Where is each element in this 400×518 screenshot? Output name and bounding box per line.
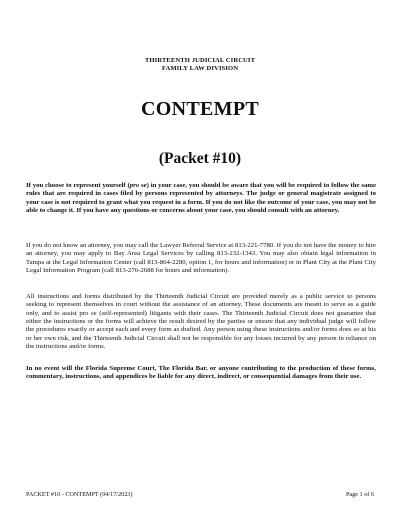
packet-number: (Packet #10) bbox=[158, 150, 242, 167]
warning-text-end: ) in your case, you should be aware that you will be required to follow the same rules that are required in cases filed by persons represented by attorneys. The judge or general magistrate assigned to your case is not required to grant what you request in a form. If you do not like the outcome of your case, you may not be able to change it. If you have any questions or concerns about your case, you should consult with an attorney. bbox=[26, 182, 376, 215]
court-name: THIRTEENTH JUDICIAL CIRCUIT bbox=[144, 57, 256, 64]
pro-se-warning bbox=[26, 182, 376, 215]
footer-packet-label: PACKET #10 - CONTEMPT (04/17/2023) bbox=[26, 491, 133, 498]
attorney-referral-info: If you do not know an attorney, you may call the Lawyer Referral Service at 813-221-7780. If you do not have the money to hire an attorney, you may apply to Bay Area Legal Services by calling 813-232-1343. You may also obtain legal information in Tampa at the Legal Information Center (call 813-864-2280, option 1, for hours and information) or in Plant City at the Plant City Legal Information Program (call 813-276-2688 for hours and information). bbox=[26, 242, 376, 275]
warning-italic-term: pro se bbox=[129, 182, 147, 189]
warning-text-start: If you choose to represent yourself ( bbox=[26, 182, 130, 189]
footer-page-number: Page 1 of 6 bbox=[345, 491, 374, 498]
division-name: FAMILY LAW DIVISION bbox=[161, 65, 239, 72]
public-service-disclaimer: All instructions and forms distributed by the Thirteenth Judicial Circuit are provided merely as a public service to persons seeking to represent themselves in court without the assistance of an attorney. These documents are meant to serve as a guide only, and to assist pro se (self-represented) litigants with their cases. The Thirteenth Judicial Circuit does not guarantee that either the instructions or the forms will achieve the result desired by the parties or ensure that any individual judge will follow the procedures exactly or accept each and every form as drafted. Any person using these instructions and/or forms does so at his or her own risk, and the Thirteenth Judicial Circuit shall not be responsible for any losses incurred by any person in reliance on the instructions and/or forms. bbox=[26, 293, 376, 351]
document-title: CONTEMPT bbox=[141, 98, 259, 120]
liability-statement: In no event will the Florida Supreme Court, The Florida Bar, or anyone contributing to the production of these forms, commentary, instructions, and appendices be liable for any direct, indirect, or consequential damages from their use. bbox=[26, 365, 376, 381]
